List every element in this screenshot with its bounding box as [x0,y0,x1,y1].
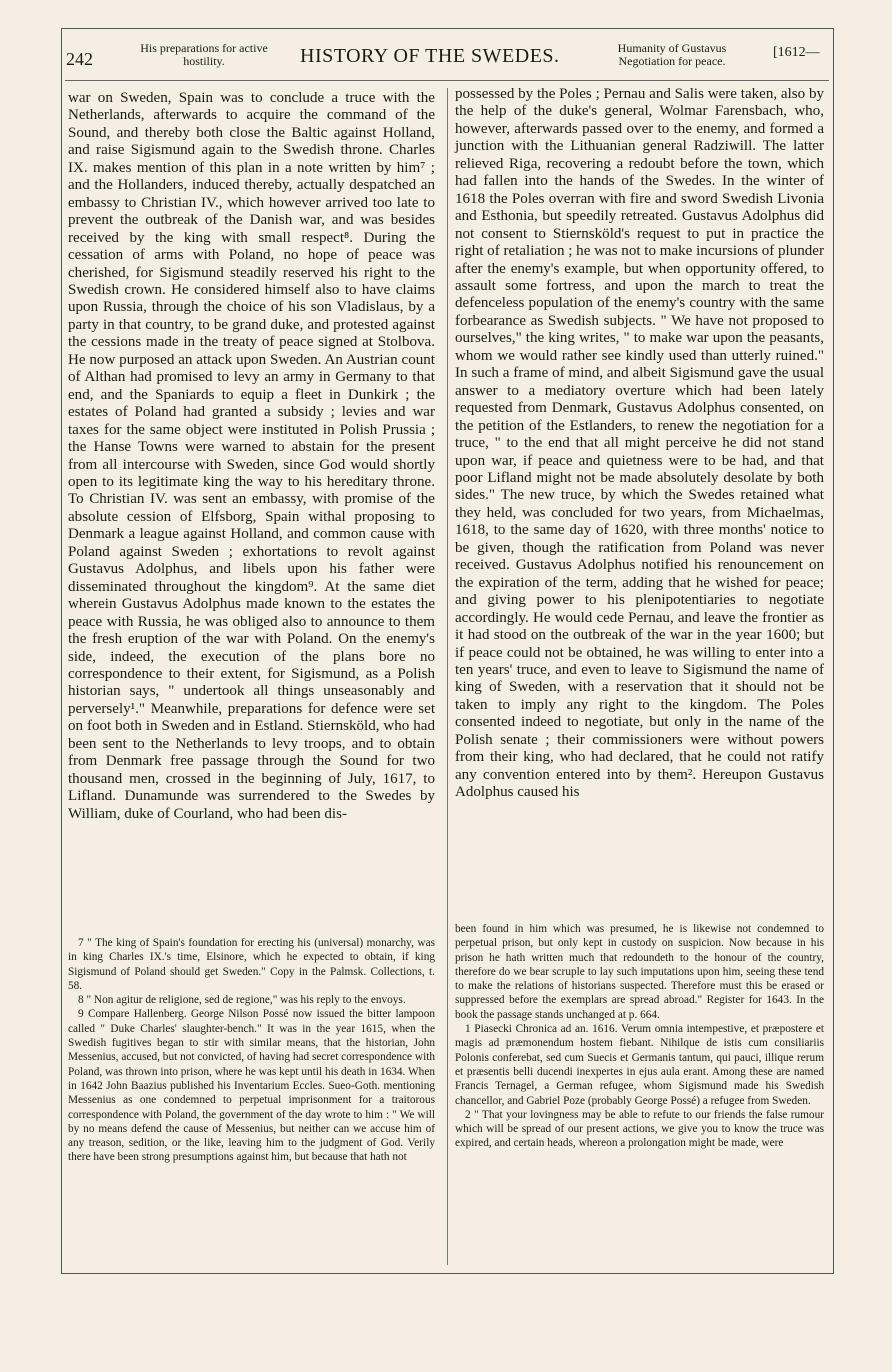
header-rule [65,80,829,81]
year-range: [1612— [773,45,820,60]
left-column [68,90,435,823]
page-frame-right [833,28,834,1273]
footnote: 1 Piasecki Chronica ad an. 1616. Verum omnia intempestive, et præpostere et magis ad præmonendum hostem fiebant. Nihilque de istis cum consiliariis Polonis conferebat, sed cum Suecis et Germanis tantum, qui pauci, illique rerum et præsentis belli ducendi inexpertes in ejus aula erant. Among these are named Francis Ternagel, a German refugee, whom Sigismund made his Swedish chancellor, and Gabriel Poze (probably George Possé) a refugee from Sweden. [455,1023,824,1107]
page-frame-bottom [61,1273,834,1274]
page-number: 242 [66,49,93,69]
running-title: HISTORY OF THE SWEDES. [300,45,560,67]
right-column [455,86,824,802]
right-column-text: possessed by the Poles ; Pernau and Salis were taken, also by the help of the duke's general, Wolmar Farensbach, who, however, afterwards passed over to the enemy, and formed a junction with the Lithuanian general Radziwill. The latter relieved Riga, recovering a redoubt before the town, which had fallen into the hands of the Swedes. In the winter of 1618 the Poles overran with fire and sword Swedish Livonia and Esthonia, but speedily retreated. Gustavus Adolphus did not consent to Stiernsköld's request to put in practice the right of retaliation ; he was not to make incursions of plunder after the enemy's example, but when opportunity offered, to assault some fortress, and upon the march to treat the defenceless population of the enemy's country with the same forbearance as Swedish subjects. " We have not proposed to ourselves," the king writes, " to make war upon the peasants, whom we would rather see kindly used than utterly ruined." In such a frame of mind, and albeit Sigismund gave the usual answer to a mediatory overture which had been lately requested from Denmark, Gustavus Adolphus consented, on the petition of the Estlanders, to renew the negotiation for a truce, " to the end that all might perceive he did not stand upon war, if peace and quietness were to be had, and that poor Lifland might not be made absolutely desolate by both sides." The new truce, by which the Swedes retained what they held, was concluded for two years, from Michaelmas, 1618, to the same day of 1620, with three months' notice to be given, though the ratification from Poland was never received. Gustavus Adolphus notified his renouncement on the expiration of the term, adding that he wished for peace; and giving power to his plenipotentiaries to negotiate accordingly. He would cede Pernau, and leave the frontier as it had stood on the outbreak of the war in the year 1600; but if peace could not be obtained, he was willing to enter into a ten years' truce, and even to leave to Sigismund the name of king of Sweden, with a reservation that it should not be taken to imply any right to the kingdom. The Poles consented indeed to negotiate, but only in the name of the Polish senate ; their commissioners were without powers from their king, who had declared, that he could not ratify any convention entered into by them². Hereupon Gustavus Adolphus caused his [455,86,824,801]
footnote: been found in him which was presumed, he is likewise not condemned to perpetual prison, but only kept in custody on suspicion. Now because in his prison he hath written much that redoundeth to the honour of the country, therefore do we bear scruple to lay such imputations upon him, seeing these tend to make the relations of historians suspected. Therefore must this be erased or suppressed before the exemplars are spread abroad." Register for 1643. In the book the passage stands unchanged at p. 664. [455,923,824,1021]
page-frame-top [61,28,833,29]
right-margin-caption: Humanity of Gustavus Negotiation for peace. [617,41,727,68]
footnote: 8 " Non agitur de religione, sed de regione," was his reply to the envoys. [78,994,406,1007]
left-column-text: war on Sweden, Spain was to conclude a truce with the Netherlands, afterwards to acquire the command of the Sound, and thereby both close the Baltic against Holland, and raise Sigismund again to the Swedish throne. Charles IX. makes mention of this plan in a note written by him⁷ ; and the Hollanders, induced thereby, actually despatched an embassy to Christian IV., which however arrived too late to prevent the outbreak of the Danish war, and was besides received by the king with small respect⁸. During the cessation of arms with Poland, no hope of peace was cherished, for Sigismund steadily reserved his right to the Swedish crown. He considered himself also to have claims upon Russia, through the choice of his son Vladislaus, by a party in that country, to be grand duke, and protested against the cessions made in the treaty of peace signed at Stolbova. He now purposed an attack upon Sweden. An Austrian count of Althan had promised to levy an army in Germany to that end, and the Spaniards to equip a fleet in Dunkirk ; the estates of Poland had granted a subsidy ; levies and war taxes for the same object were instituted in Polish Prussia ; the Hanse Towns were warned to abstain for the present from all intercourse with Sweden, since God would shortly open to its legitimate king the way to his hereditary throne. To Christian IV. was sent an embassy, with promise of the absolute cession of Elfsborg, Spain withal proposing to Denmark a league against Holland, and common cause with Poland against Sweden ; exhortations to revolt against Gustavus Adolphus, and libels upon his father were disseminated throughout the kingdom⁹. At the same diet wherein Gustavus Adolphus made known to the estates the peace with Russia, he was obliged also to announce to them the fresh eruption of the war with Poland. On the enemy's side, indeed, the execution of the plans bore no correspondence to their extent, for Sigismund, as a Polish historian says, " undertook all things unseasonably and perversely¹." Meanwhile, preparations for defence were set on foot both in Sweden and in Estland. Stiernsköld, who had been sent to the Netherlands to levy troops, and to obtain from Denmark free passage through the Sound for two thousand men, crossed in the beginning of July, 1617, to Lifland. Dunamunde was surrendered to the Swedes by William, duke of Courland, who had been dis- [68,90,435,822]
footnote: 9 Compare Hallenberg. George Nilson Possé now issued the bitter lampoon called " Duke Charles' slaughter-bench." It was in the year 1615, when the Swedish fugitives began to stir with similar means, that the historian, John Messenius, accused, but not convicted, of having had secret correspondence with Poland, was thrown into prison, where he was kept until his death in 1634. When in 1642 John Baazius published his Inventarium Eccles. Sueo-Goth. mentioning Messenius as one condemned to perpetual imprisonment for a traitorous correspondence with Poland, the government of the day wrote to him : " We will by no means defend the cause of Messenius, but neither can we accuse him of any treason, sedition, or the like, leaving him to the judgment of God. Verily there have been strong presumptions against him, but because that hath not [68,1008,435,1164]
footnote: 2 " That your lovingness may be able to refute to our friends the false rumour which will be spread of our present actions, we give you to know the truce was expired, and certain heads, whereon a prolongation might be made, were [455,1108,824,1150]
footnotes-left [68,936,435,1165]
footnotes-right [455,922,824,1151]
page-frame-left [61,28,62,1274]
left-margin-caption: His preparations for active hostility. [140,41,268,68]
column-divider [447,88,448,1265]
footnote: 7 " The king of Spain's foundation for erecting his (universal) monarchy, was in king Charles IX.'s time, Elsinore, which he expected to obtain, if king Sigismund of Poland should get Sweden." Copy in the Palmsk. Collections, t. 58. [68,937,435,992]
